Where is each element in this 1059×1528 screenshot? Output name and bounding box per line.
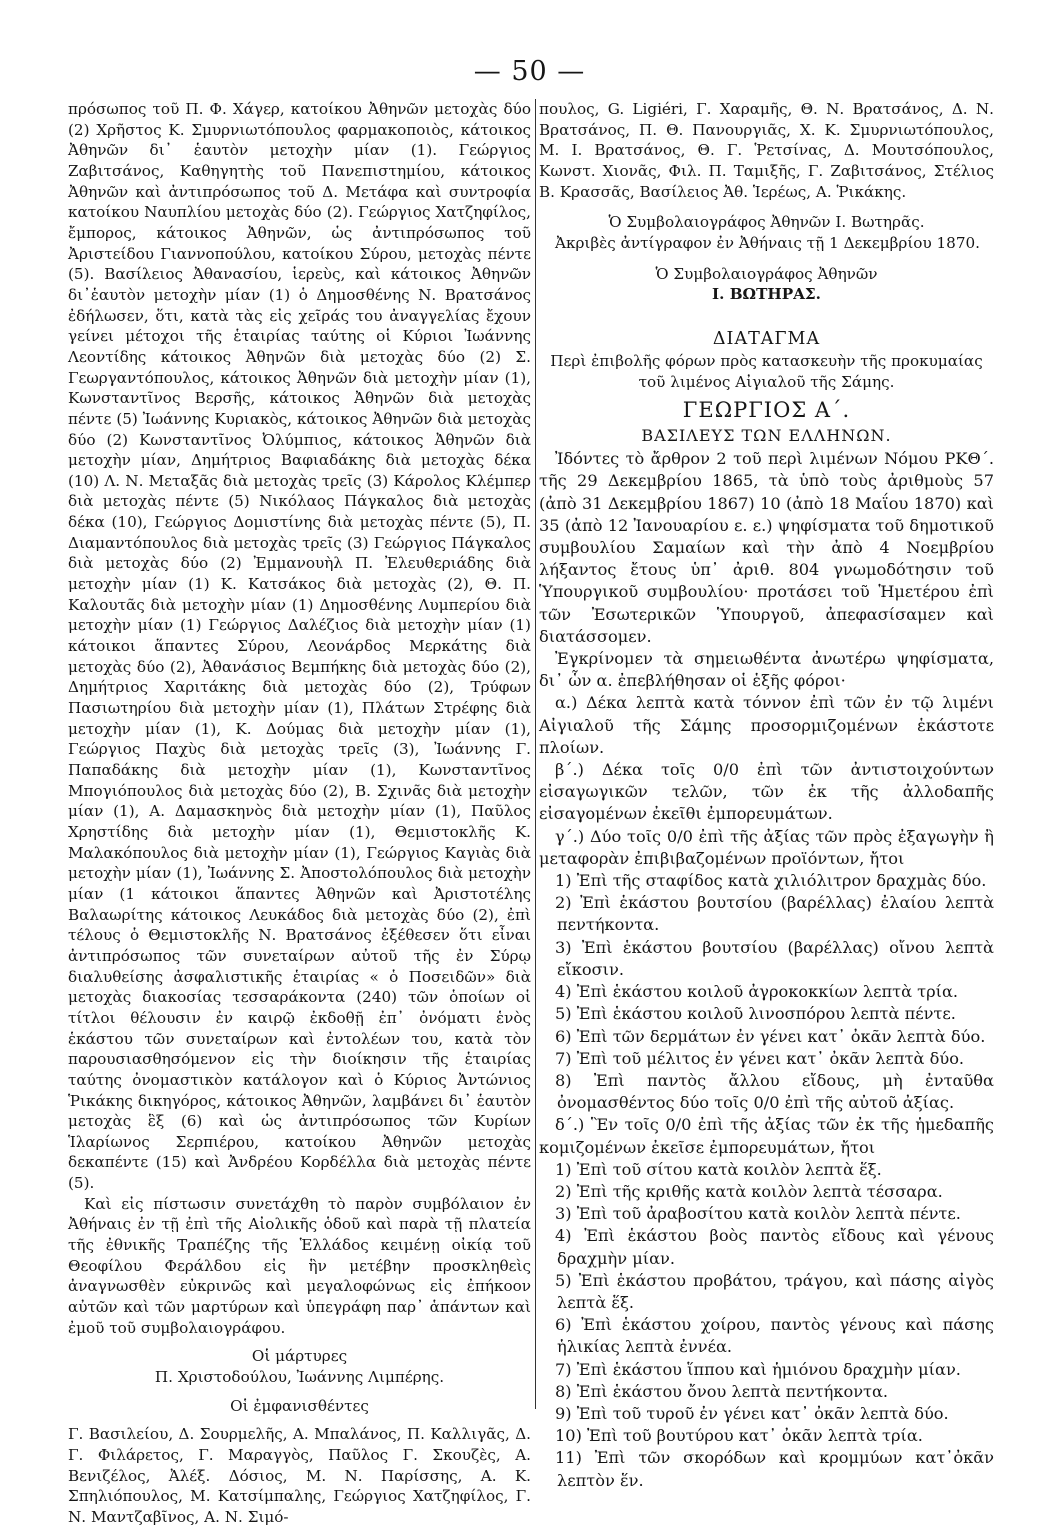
decree-title: ΔΙΑΤΑΓΜΑ <box>712 328 821 349</box>
contract-body-paragraph: πρόσωπος τοῦ Π. Φ. Χάγερ, κατοίκου Ἀθηνῶν μετοχὰς δύο (2) Χρῆστος Κ. Σμυρνιωτόπουλος φαρμακοποιὸς, κάτοικος Ἀθηνῶν δι᾽ ἑαυτὸν μετοχὴν μίαν (1). Γεώργιος Ζαβιτσάνος, Καθηγητὴς τοῦ Πανεπιστημίου, κάτοικος Ἀθηνῶν καὶ ἀντιπρόσωπος τοῦ Δ. Μετάφα καὶ συντροφία κατοίκου Ναυπλίου μετοχὰς δύο (2). Γεώργιος Χατζηφίλος, ἔμπορος, κάτοικος Ἀθηνῶν, ὡς ἀντιπρόσωπος τοῦ Ἀριστείδου Γιαννοπούλου, κατοίκου Σύρου, μετοχὰς πέντε (5). Βασίλειος Ἀθανασίου, ἱερεὺς, καὶ κάτοικος Ἀθηνῶν δι᾽ἑαυτὸν μετοχὴν μίαν (1) ὁ Δημοσθένης Ν. Βρατσάνος ἐδήλωσεν, ὅτι, κατὰ τὰς εἰς χεῖράς του ἀναγγελίας ἔχουν γείνει μέτοχοι τῆς ἑταιρίας ταύτης οἱ Κύριοι Ἰωάννης Λεοντίδης κάτοικος Ἀθηνῶν διὰ μετοχὰς δύο (2) Σ. Γεωργαντόπουλος, κάτοικος Ἀθηνῶν διὰ μετοχὴν μίαν (1), Κωνσταντῖνος Βερσῆς, κάτοικος Ἀθηνῶν διὰ μετοχὰς πέντε (5) Ἰωάννης Κυριακὸς, κάτοικος Ἀθηνῶν διὰ μετοχὰς δύο (2) Κωνσταντῖνος Ὀλύμπιος, κάτοικος Ἀθηνῶν διὰ μετοχὴν μίαν, Δημήτριος Βαφιαδάκης διὰ μετοχὰς δέκα (10) Λ. Ν. Μεταξᾶς διὰ μετοχὰς τρεῖς (3) Κάρολος Κλέμπερ διὰ μετοχὰς πέντε (5) Νικόλαος Πάγκαλος διὰ μετοχὰς δέκα (10), Γεώργιος Δομιστίνης διὰ μετοχὰς πέντε (5), Π. Διαμαντόπουλος διὰ μετοχὰς τρεῖς (3) Γεώργιος Πάγκαλος διὰ μετοχὰς δύο (2) Ἐμμανουὴλ Π. Ἐλευθεριάδης διὰ μετοχὴν μίαν (1) Κ. Κατσάκος διὰ μετοχὰς (2), Θ. Π. Καλουτᾶς διὰ μετοχὴν μίαν (1) Δημοσθένης Λυμπερίου διὰ μετοχὴν μίαν (1) Γεώργιος Δαλέζιος διὰ μετοχὴν μίαν (1) κάτοικοι ἅπαντες Σύρου, Λεονάρδος Μερκάτης διὰ μετοχὰς δύο (2), Ἀθανάσιος Βεμπήκης διὰ μετοχὰς δύο (2), Δημήτριος Χαριτάκης διὰ μετοχὰς δύο (2), Τρύφων Πασιωτηρίου διὰ μετοχὴν μίαν (1), Πλάτων Στρέφης διὰ μετοχὴν μίαν (1), Κ. Δούμας διὰ μετοχὴν μίαν (1), Γεώργιος Παχὺς διὰ μετοχὰς τρεῖς (3), Ἰωάννης Γ. Παπαδάκης διὰ μετοχὴν μίαν (1), Κωνσταντῖνος Μπογιόπουλος διὰ μετοχὰς δύο (2), Β. Σχινᾶς διὰ μετοχὴν μίαν (1), Α. Δαμασκηνὸς διὰ μετοχὴν μίαν (1), Παῦλος Χρηστίδης διὰ μετοχὴν μίαν (1), Θεμιστοκλῆς Κ. Μαλακόπουλος διὰ μετοχὴν μίαν (1), Γεώργιος Καγιὰς διὰ μετοχὴν μίαν (1), Ἰωάννης Σ. Ἀποστολόπουλος διὰ μετοχὴν μίαν (1 κάτοικοι ἅπαντες Ἀθηνῶν καὶ Ἀριστοτέλης Βαλαωρίτης κάτοικος Λευκάδος διὰ μετοχὰς δύο (2), ἐπὶ τέλους ὁ Θεμιστοκλῆς Ν. Βρατσάνος ἐξέθεσεν ὅτι εἶναι ἀντιπρόσωπος τῶν συνεταίρων αὐτοῦ τῆς ἐν Σύρῳ διαλυθείσης ἀσφαλιστικῆς ἑταιρίας « ὁ Ποσειδῶν» διὰ μετοχὰς διακοσίας τεσσαράκοντα (240) τῶν ὁποίων οἱ τίτλοι θέλουσιν ἐν καιρῷ ἐκδοθῇ ἐπ᾽ ὀνόματι ἑνὸς ἑκάστου τῶν συνεταίρων καὶ ἐντολέων του, κατὰ τὸν παρουσιασθησόμενον εἰς τὴν διοίκησιν τῆς ἑταιρίας ταύτης ὀνομαστικὸν κατάλογον καὶ ὁ Κύριος Ἀντώνιος Ῥικάκης δικηγόρος, κάτοικος Ἀθηνῶν, λαμβάνει δι᾽ ἑαυτὸν μετοχὰς ἓξ (6) καὶ ὡς ἀντιπρόσωπος τῶν Κυρίων Ἱλαρίωνος Σερπιέρου, κατοίκου Ἀθηνῶν μετοχὰς δεκαπέντε (15) καὶ Ἀνδρέου Κορδέλλα διὰ μετοχὰς πέντε (5). <box>68 100 531 1193</box>
left-column <box>68 99 531 1528</box>
decree-intro: Ἰδόντες τὸ ἄρθρον 2 τοῦ περὶ λιμένων Νόμου ΡΚΘ΄. τῆς 29 Δεκεμβρίου 1865, τὰ ὑπὸ τοὺς ἀριθμοὺς 57 (ἀπὸ 31 Δεκεμβρίου 1867) 10 (ἀπὸ 18 Μαΐου 1870) καὶ 35 (ἀπὸ 12 Ἰανουαρίου ε. ε.) ψηφίσματα τοῦ δημοτικοῦ συμβουλίου Σαμαίων καὶ τὴν ἀπὸ 4 Νοεμβρίου λήξαντος ἔτους ὑπ᾽ ἀριθ. 804 γνωμοδότησιν τοῦ Ὑπουργικοῦ συμβουλίου· προτάσει τοῦ Ἡμετέρου ἐπὶ τῶν Ἐσωτερικῶν Ὑπουργοῦ, ἀπεφασίσαμεν καὶ διατάσσομεν. <box>539 449 994 646</box>
clause-d-item: 2) Ἐπὶ τῆς κριθῆς κατὰ κοιλὸν λεπτὰ τέσσαρα. <box>555 1181 943 1201</box>
clause-d-item: 4) Ἐπὶ ἑκάστου βοὸς παντὸς εἴδους καὶ γένους δραχμὴν μίαν. <box>555 1226 994 1268</box>
tax-clause-a: α.) Δέκα λεπτὰ κατὰ τόννον ἐπὶ τῶν ἐν τῷ λιμένι Αἰγιαλοῦ τῆς Σάμης προσορμιζομένων ἑκάστοτε πλοίων. <box>539 693 994 757</box>
clause-d-item: 11) Ἐπὶ τῶν σκορόδων καὶ κρομμύων κατ᾽ὀκᾶν λεπτὸν ἕν. <box>555 1448 994 1490</box>
clause-d-item: 3) Ἐπὶ τοῦ ἀραβοσίτου κατὰ κοιλὸν λεπτὰ πέντε. <box>555 1204 961 1224</box>
clause-d-item: 9) Ἐπὶ τοῦ τυροῦ ἐν γένει κατ᾽ ὀκᾶν λεπτὰ δύο. <box>555 1403 949 1423</box>
clause-c-item: 1) Ἐπὶ τῆς σταφίδος κατὰ χιλιόλιτρον δραχμὰς δύο. <box>555 871 987 891</box>
tax-clause-b: β΄.) Δέκα τοῖς 0/0 ἐπὶ τῶν ἀντιστοιχούντων εἰσαγωγικῶν τελῶν, τῶν ἐκ τῆς ἀλλοδαπῆς εἰσαγομένων ἐκεῖθι ἐμπορευμάτων. <box>539 760 994 824</box>
clause-c-item: 2) Ἐπὶ ἑκάστου βουτσίου (βαρέλλας) ἐλαίου λεπτὰ πεντήκοντα. <box>555 893 994 935</box>
clause-c-item: 5) Ἐπὶ ἑκάστου κοιλοῦ λινοσπόρου λεπτὰ πέντε. <box>555 1004 956 1024</box>
appearers-names-continued: πουλος, G. Ligiéri, Γ. Χαραμῆς, Θ. Ν. Βρατσάνος, Δ. Ν. Βρατσάνος, Π. Θ. Πανουργιᾶς, Χ. Κ. Σμυρνιωτόπουλος, Μ. Ι. Βρατσάνος, Θ. Γ. Ῥετσίνας, Δ. Μουτσόπουλος, Κωνστ. Χιονᾶς, Φιλ. Π. Ταμιξῆς, Γ. Ζαβιτσάνος, Στέλιος Β. Κρασσᾶς, Βασίλειος Ἀθ. Ἱερέως, Α. Ῥικάκης. <box>539 100 994 201</box>
notary-signature: Ὁ Συμβολαιογράφος Ἀθηνῶν Ι. Βωτηρᾶς. <box>608 213 925 232</box>
witnesses-names: Π. Χριστοδούλου, Ἰωάννης Λιμπέρης. <box>154 1368 445 1387</box>
decree-approval: Ἐγκρίνομεν τὰ σημειωθέντα ἀνωτέρω ψηφίσματα, δι᾽ ὧν α. ἐπεβλήθησαν οἱ ἑξῆς φόροι· <box>539 649 994 691</box>
clause-d-item: 10) Ἐπὶ τοῦ βουτύρου κατ᾽ ὀκᾶν λεπτὰ τρία. <box>555 1426 923 1446</box>
clause-c-item: 4) Ἐπὶ ἑκάστου κοιλοῦ ἀγροκοκκίων λεπτὰ τρία. <box>555 982 959 1002</box>
appearers-names: Γ. Βασιλείου, Δ. Σουρμελῆς, Α. Μπαλάνος, Π. Καλλιγᾶς, Δ. Γ. Φιλάρετος, Γ. Μαραγγὸς, Παῦλος Γ. Σκουζὲς, Α. Βενιζέλος, Ἀλέξ. Δόσιος, Μ. Ν. Παρίσσης, Α. Κ. Σπηλιόπουλος, Μ. Κατσίμπαλης, Γεώργιος Χατζηφίλος, Γ. Ν. Μαντζαβῖνος, Α. Ν. Σιμό- <box>68 1425 531 1526</box>
right-column <box>539 99 994 1492</box>
clause-d-item: 1) Ἐπὶ τοῦ σίτου κατὰ κοιλὸν λεπτὰ ἕξ. <box>555 1159 882 1179</box>
clause-d-item: 7) Ἐπὶ ἑκάστου ἵππου καὶ ἡμιόνου δραχμὴν μίαν. <box>555 1359 961 1379</box>
clause-c-item: 8) Ἐπὶ παντὸς ἄλλου εἴδους, μὴ ἐνταῦθα ὀνομασθέντος δύο τοῖς 0/0 ἐπὶ τῆς αὐτοῦ ἀξίας. <box>555 1070 994 1113</box>
clause-c-item: 6) Ἐπὶ τῶν δερμάτων ἐν γένει κατ᾽ ὀκᾶν λεπτὰ δύο. <box>555 1026 986 1046</box>
witnesses-heading: Οἱ μάρτυρες <box>251 1347 348 1366</box>
clause-c-item: 3) Ἐπὶ ἑκάστου βουτσίου (βαρέλλας) οἴνου λεπτὰ εἴκοσιν. <box>555 937 994 979</box>
clause-d-item: 8) Ἐπὶ ἑκάστου ὄνου λεπτὰ πεντήκοντα. <box>555 1381 889 1401</box>
notary-title: Ὁ Συμβολαιογράφος Ἀθηνῶν <box>655 264 878 283</box>
page-number: — 50 — <box>473 56 586 87</box>
clause-d-item: 5) Ἐπὶ ἑκάστου προβάτου, τράγου, καὶ πάσης αἰγὸς λεπτὰ ἕξ. <box>555 1270 994 1312</box>
decree-body <box>539 448 994 1492</box>
king-title: ΒΑΣΙΛΕΥΣ ΤΩΝ ΕΛΛΗΝΩΝ. <box>641 426 892 446</box>
notary-name: Ι. ΒΩΤΗΡΑΣ. <box>712 285 821 304</box>
contract-closing-paragraph: Καὶ εἰς πίστωσιν συνετάχθη τὸ παρὸν συμβόλαιον ἐν Ἀθήναις ἐν τῇ ἐπὶ τῆς Αἰολικῆς ὁδοῦ καὶ παρὰ τῇ πλατεία τῆς ἐθνικῆς Τραπέζης τῆς Ἑλλάδος κειμένῃ οἰκίᾳ τοῦ Θεοφίλου Φεράλδου εἰς ἣν μετέβην προσκληθεὶς ἀναγνωσθὲν εὐκρινῶς καὶ μεγαλοφώνως εἰς ἐπήκοον αὐτῶν καὶ τῶν μαρτύρων καὶ ὑπεγράφη παρ᾽ ἁπάντων καὶ ἐμοῦ τοῦ συμβολαιογράφου. <box>68 1194 531 1337</box>
clause-d-item: 6) Ἐπὶ ἑκάστου χοίρου, παντὸς γένους καὶ πάσης ἡλικίας λεπτὰ ἐννέα. <box>555 1315 994 1357</box>
column-divider <box>535 99 536 1409</box>
king-name: ΓΕΩΡΓΙΟΣ Α΄. <box>682 398 851 423</box>
tax-clause-d: δ΄.) Ἓν τοῖς 0/0 ἐπὶ τῆς ἀξίας τῶν ἐκ τῆς ἡμεδαπῆς κομιζομένων ἐκεῖσε ἐμπορευμάτων, ἤτοι <box>539 1115 994 1157</box>
decree-subtitle: Περὶ ἐπιβολῆς φόρων πρὸς κατασκευὴν τῆς προκυμαίας τοῦ λιμένος Αἰγιαλοῦ τῆς Σάμης. <box>550 351 983 391</box>
appearers-heading: Οἱ ἐμφανισθέντες <box>230 1396 369 1415</box>
copy-attestation: Ἀκριβὲς ἀντίγραφον ἐν Ἀθήναις τῇ 1 Δεκεμβρίου 1870. <box>555 233 980 252</box>
clause-c-item: 7) Ἐπὶ τοῦ μέλιτος ἐν γένει κατ᾽ ὀκᾶν λεπτὰ δύο. <box>555 1048 965 1068</box>
tax-clause-c: γ΄.) Δύο τοῖς 0/0 ἐπὶ τῆς ἀξίας τῶν πρὸς ἐξαγωγὴν ἢ μεταφορὰν ἐπιβιβαζομένων προϊόντων, ἤτοι <box>539 826 994 868</box>
